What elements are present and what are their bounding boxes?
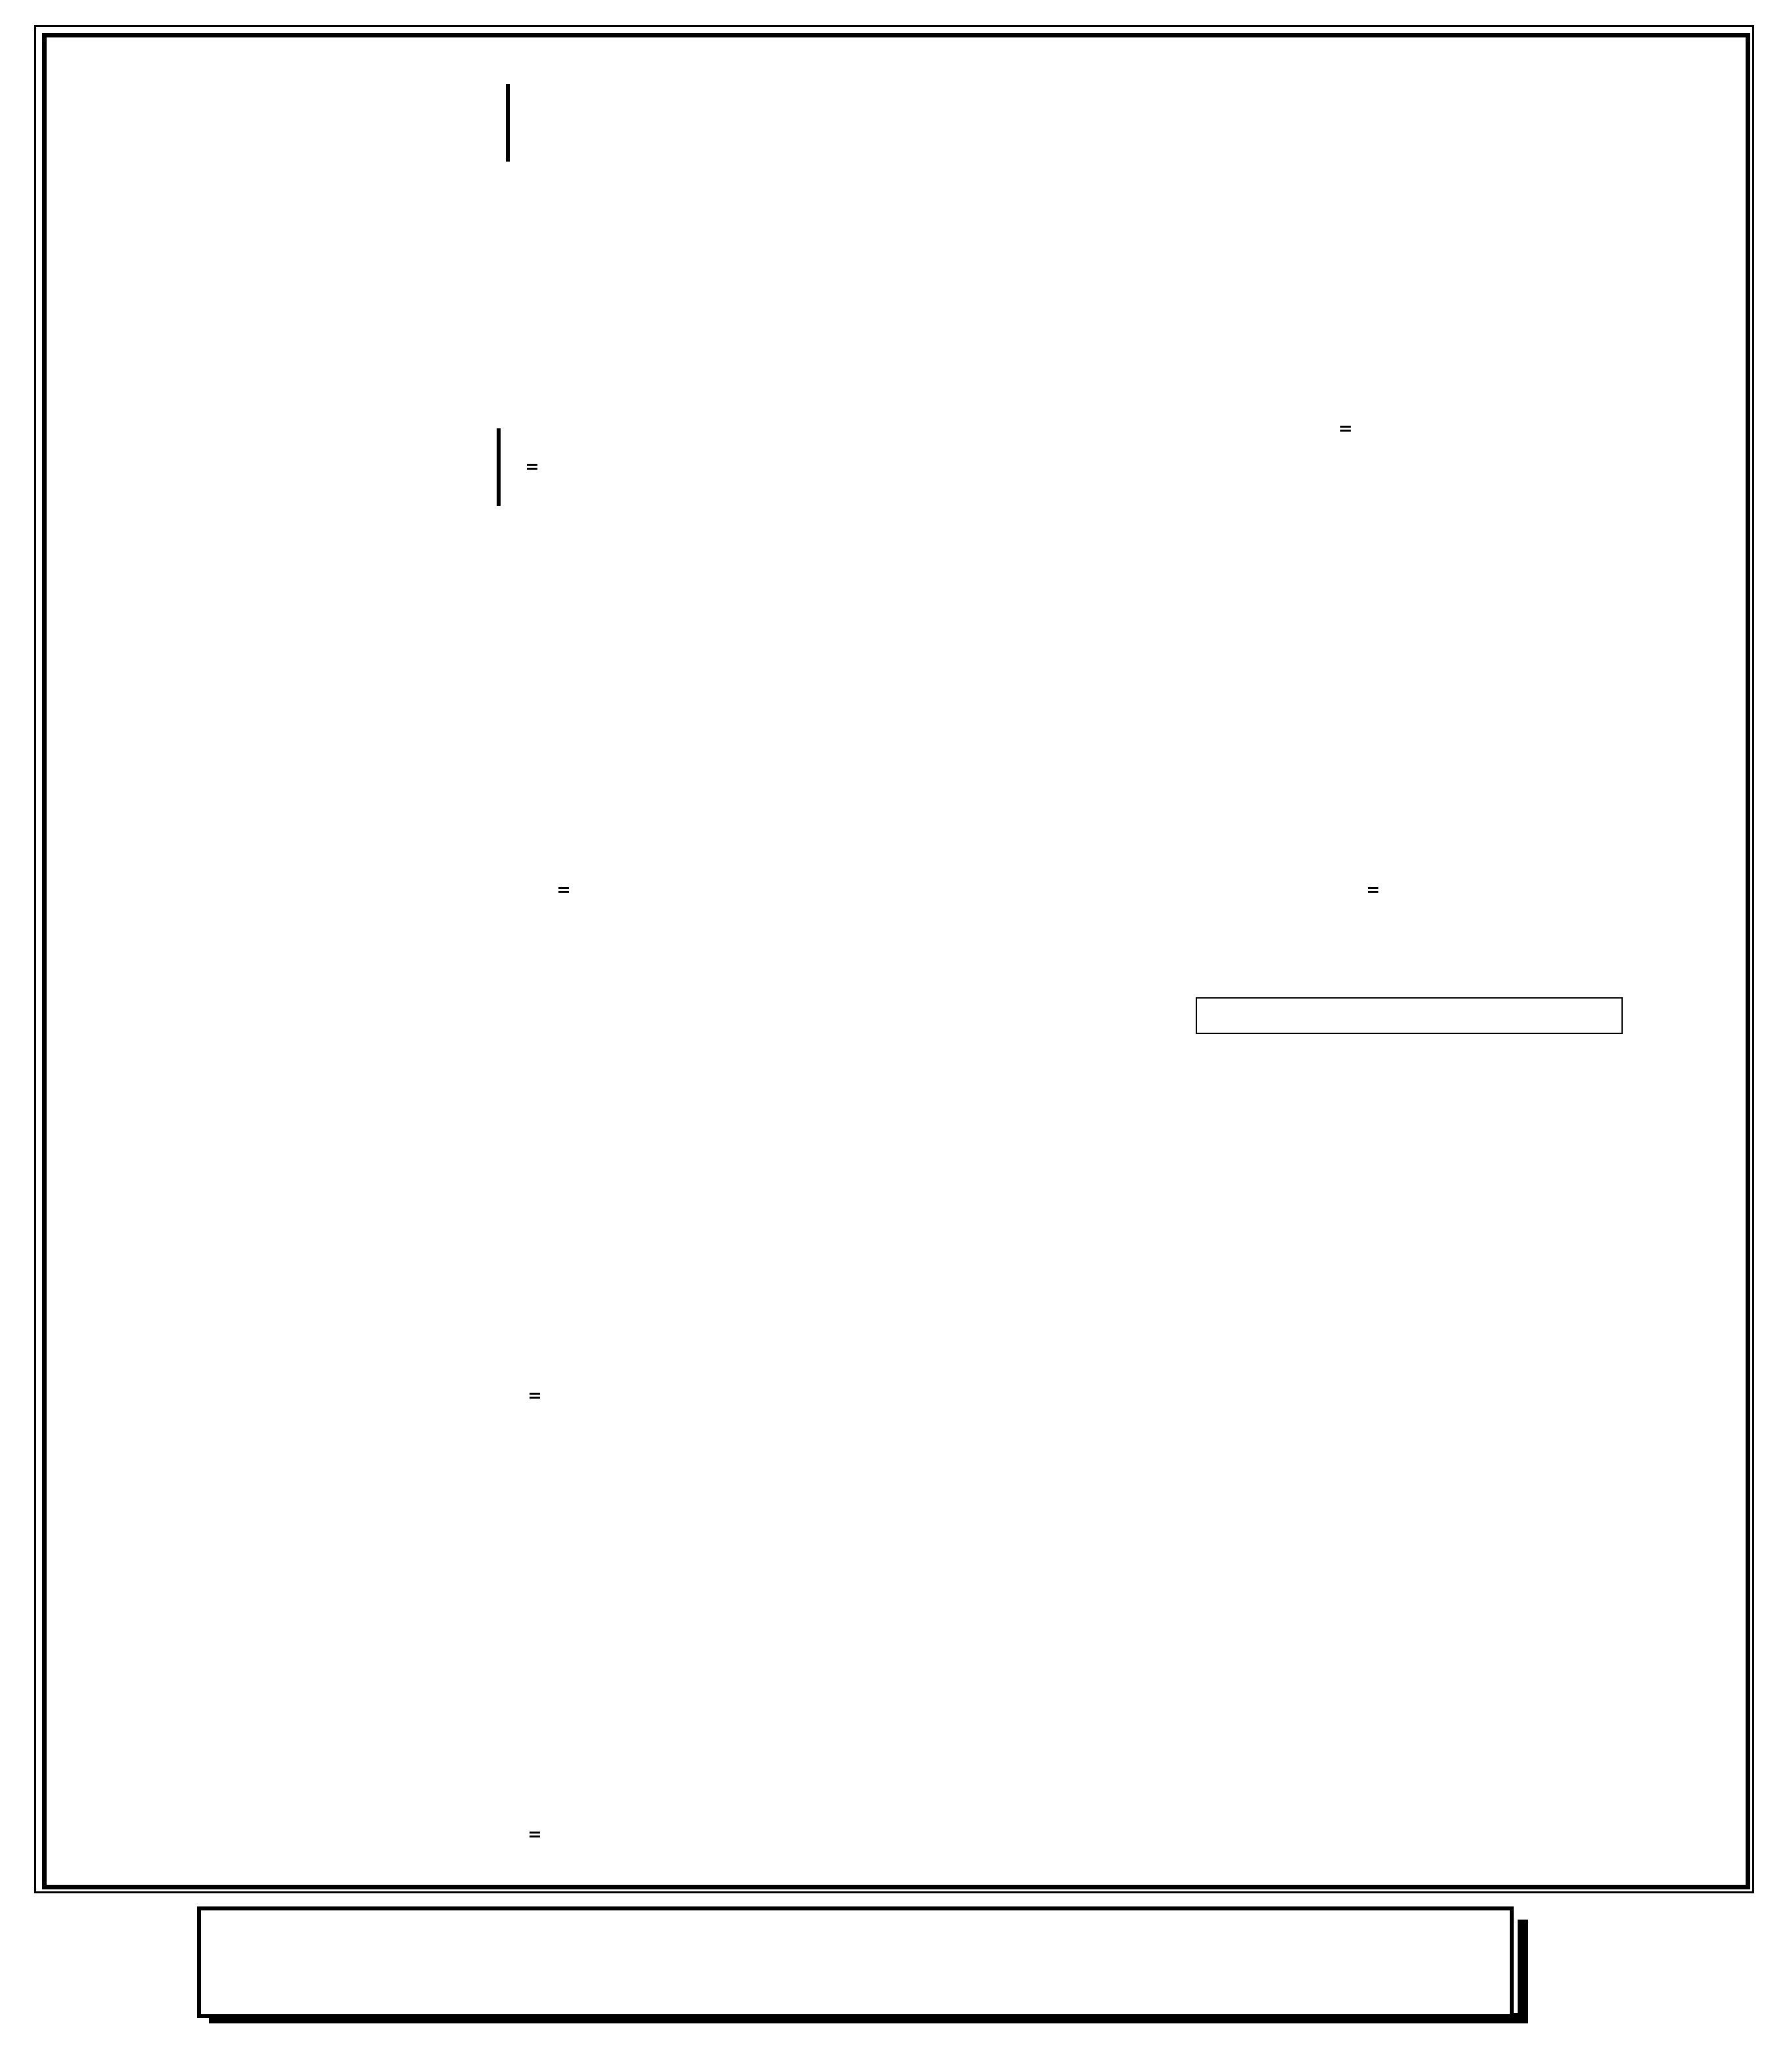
side-elevation-label <box>1340 410 1351 438</box>
section-mark-bottom <box>497 428 510 506</box>
first-floor-plan-label <box>530 1377 540 1405</box>
rear-elevation-label <box>558 871 569 899</box>
title-shadow-right <box>1518 1920 1528 2021</box>
table-title <box>1196 998 1622 1033</box>
door-window-table <box>1196 997 1621 1034</box>
notes-block <box>1164 1234 1686 1256</box>
section-mark-top <box>506 84 519 162</box>
sheet-title <box>197 1906 1514 2018</box>
front-elevation-label <box>527 448 537 476</box>
section-1-1-label <box>1368 871 1378 899</box>
second-floor-plan-label <box>530 1816 540 1844</box>
